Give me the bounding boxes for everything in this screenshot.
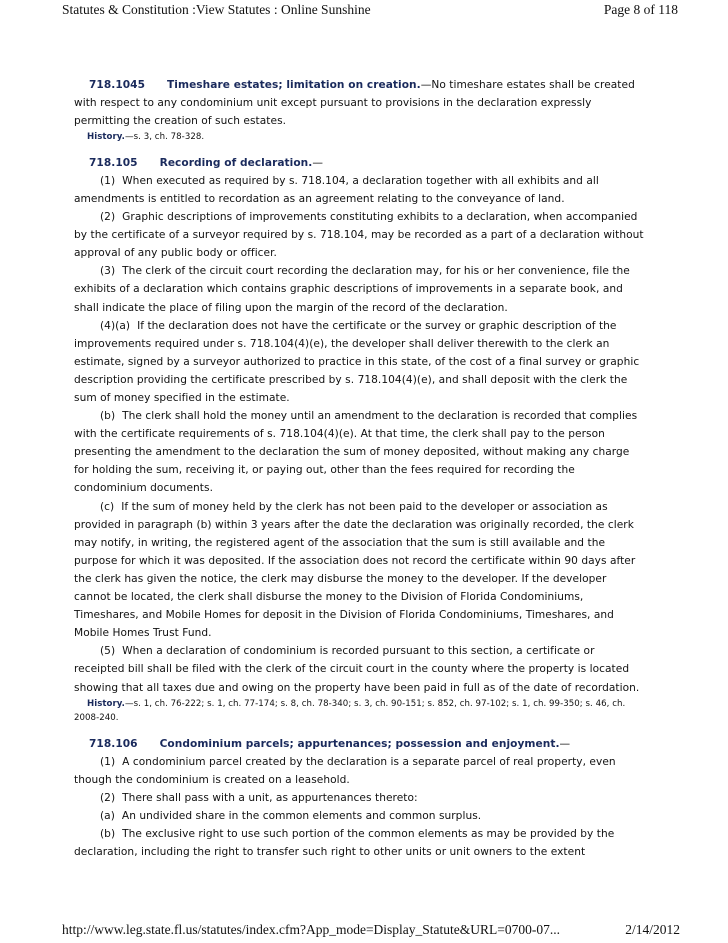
subsection-label: (b): [100, 410, 116, 423]
section-text: —No timeshare estates shall be created with respect to any condominium unit except pursuant to provisions in the declaration expressly permitting the creation of such estates.: [74, 79, 635, 128]
subsection: [74, 208, 644, 262]
subsection-label: (2): [100, 211, 116, 224]
print-header: [62, 0, 678, 22]
subsection-label: (b): [100, 828, 116, 841]
subsection-text: The exclusive right to use such portion of the common elements as may be provided by the declaration, including the right to transfer such right to other units or unit owners to the extent: [74, 828, 615, 859]
header-title: Statutes & Constitution :View Statutes : Online Sunshine: [62, 2, 371, 17]
subsection: [74, 407, 644, 497]
subsection-label: (4)(a): [100, 319, 131, 332]
subsection-text: When a declaration of condominium is recorded pursuant to this section, a certificate or receipted bill shall be filed with the clerk of the circuit court in the county where the property is located showing that all taxes due and owing on the property have been paid in full as of the date of recordation.: [74, 645, 640, 694]
subsection: [74, 753, 644, 789]
history-text: —s. 3, ch. 78-328.: [124, 132, 205, 143]
section-number: 718.105: [89, 156, 138, 169]
section-title: Recording of declaration.: [159, 156, 313, 169]
section-number: 718.106: [89, 737, 138, 750]
header-page-number: Page 8 of 118: [603, 2, 678, 17]
print-footer: [62, 922, 680, 942]
subsection-text: An undivided share in the common elements and common surplus.: [121, 809, 482, 822]
subsection: [74, 825, 644, 861]
subsection-text: If the declaration does not have the certificate or the survey or graphic description of the improvements required under s. 718.104(4)(e), the developer shall deliver therewith to the clerk an estimate, signed by a surveyor authorized to practice in this state, of the cost of a final survey or graphic description providing the certificate prescribed by s. 718.104(4)(e), and shall deposit with the clerk the sum of money specified in the estimate.: [74, 319, 640, 404]
history-note: [74, 697, 644, 726]
footer-url: http://www.leg.state.fl.us/statutes/index.cfm?App_mode=Display_Statute&URL=0700-07...: [62, 922, 561, 937]
history-text: —s. 1, ch. 76-222; s. 1, ch. 77-174; s. 8, ch. 78-340; s. 3, ch. 90-151; s. 852, ch. 97-102; s. 1, ch. 99-350; s. 46, ch. 2008-240.: [74, 698, 626, 724]
subsection-text: A condominium parcel created by the declaration is a separate parcel of real property, even though the condominium is created on a leasehold.: [74, 755, 616, 786]
subsection-label: (a): [100, 809, 115, 822]
subsection-label: (1): [100, 174, 116, 187]
subsection: [74, 642, 644, 696]
section-title: Condominium parcels; appurtenances; possession and enjoyment.: [159, 737, 560, 750]
subsection-label: (3): [100, 265, 116, 278]
history-note: [74, 130, 644, 145]
footer-date: 2/14/2012: [625, 922, 680, 937]
subsection-label: (1): [100, 755, 116, 768]
section-718-105: [74, 154, 644, 172]
title-dash: —: [312, 156, 323, 169]
subsection-text: The clerk shall hold the money until an amendment to the declaration is recorded that complies with the certificate requirements of s. 718.104(4)(e). At that time, the clerk shall pay to the person presenting the amendment to the declaration the sum of money deposited, without making any charge for holding the sum, receiving it, or paying out, other than the fees required for recording the condominium documents.: [74, 410, 638, 495]
subsection: [74, 262, 644, 316]
history-label: History.: [87, 698, 125, 709]
subsection-text: There shall pass with a unit, as appurtenances thereto:: [122, 791, 418, 804]
subsection-label: (5): [100, 645, 116, 658]
section-title: Timeshare estates; limitation on creation.: [167, 79, 421, 91]
title-dash: —: [559, 737, 571, 750]
subsection-text: Graphic descriptions of improvements constituting exhibits to a declaration, when accompanied by the certificate of a surveyor required by s. 718.104, may be recorded as a part of a declaration without approval of any public body or officer.: [74, 211, 644, 260]
history-label: History.: [87, 132, 125, 143]
section-718-1045: [74, 76, 644, 130]
section-718-106: [74, 735, 644, 753]
subsection-text: The clerk of the circuit court recording the declaration may, for his or her convenience, file the exhibits of a declaration which contains graphic descriptions of improvements in a separate book, and shall indicate the place of filing upon the margin of the record of the declaration.: [74, 265, 630, 314]
section-number: 718.1045: [89, 79, 146, 91]
subsection: [74, 807, 644, 825]
subsection-label: (2): [100, 791, 116, 804]
subsection: [74, 498, 644, 643]
subsection: [74, 172, 644, 208]
subsection: [74, 317, 644, 407]
subsection-text: When executed as required by s. 718.104, a declaration together with all exhibits and all amendments is entitled to recordation as an agreement relating to the conveyance of land.: [74, 174, 599, 205]
subsection-label: (c): [100, 500, 115, 513]
statute-content: [74, 76, 644, 861]
subsection: [74, 789, 644, 807]
subsection-text: If the sum of money held by the clerk has not been paid to the developer or association as provided in paragraph (b) within 3 years after the date the declaration was originally recorded, the clerk may notify, in writing, the registered agent of the association that the sum is still available and the purpose for which it was deposited. If the association does not record the certificate within 90 days after the clerk has given the notice, the clerk may disburse the money to the developer. If the developer cannot be located, the clerk shall disburse the money to the Division of Florida Condominiums, Timeshares, and Mobile Homes for deposit in the Division of Florida Condominiums, Timeshares, and Mobile Homes Trust Fund.: [74, 500, 636, 640]
